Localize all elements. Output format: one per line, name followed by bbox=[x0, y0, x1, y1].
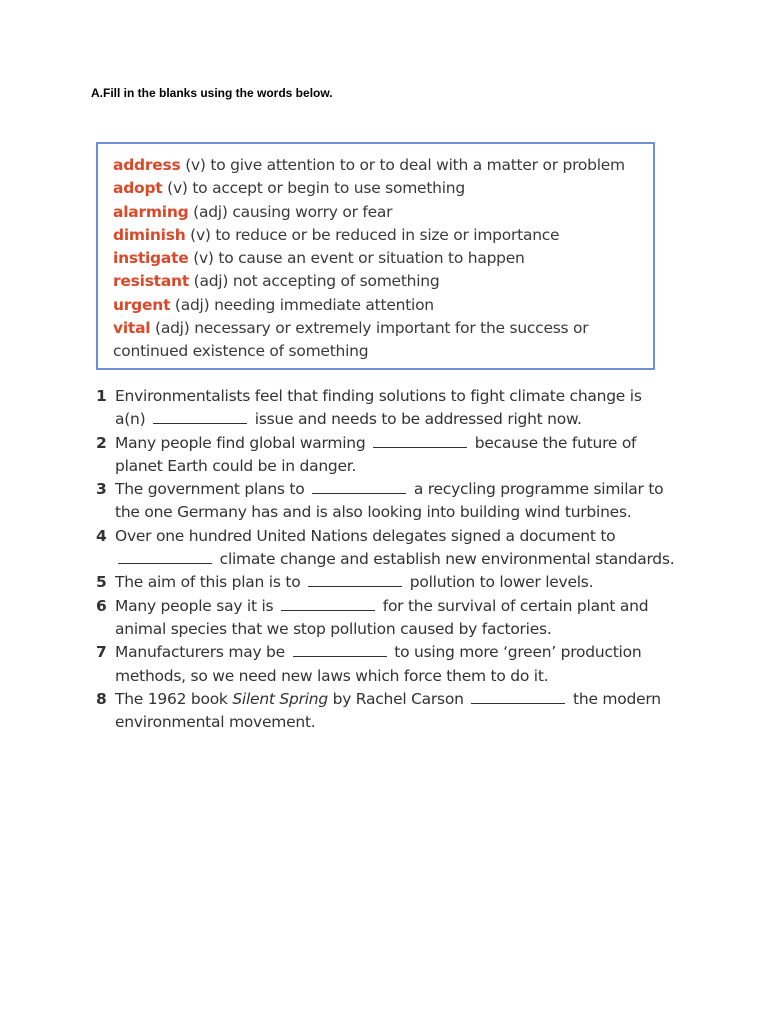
vocab-entry-alarming bbox=[113, 201, 653, 224]
question-text: Many people find global warming bbox=[115, 433, 371, 452]
question-item bbox=[96, 385, 660, 432]
question-text: the modern environmental movement. bbox=[115, 689, 661, 732]
answer-blank[interactable] bbox=[312, 480, 406, 494]
vocab-entry-diminish bbox=[113, 224, 653, 247]
answer-blank[interactable] bbox=[281, 597, 375, 611]
vocab-word: resistant bbox=[113, 272, 189, 291]
answer-blank[interactable] bbox=[118, 550, 212, 564]
question-text: to using more ‘green’ production methods, so we need new laws which force them to do it. bbox=[115, 643, 642, 685]
vocab-entry-address bbox=[113, 154, 653, 177]
question-list bbox=[96, 385, 696, 734]
answer-blank[interactable] bbox=[471, 690, 565, 704]
question-number: 4 bbox=[96, 526, 107, 545]
question-text: pollution to lower levels. bbox=[405, 573, 594, 592]
vocab-word: adopt bbox=[113, 179, 163, 198]
question-item bbox=[96, 432, 660, 479]
vocab-definition: (adj) causing worry or fear bbox=[188, 202, 393, 221]
question-number: 2 bbox=[96, 433, 107, 452]
question-item bbox=[96, 525, 675, 572]
vocab-word: instigate bbox=[113, 249, 189, 268]
vocab-definition: (adj) not accepting of something bbox=[188, 272, 440, 291]
vocab-definition: (v) to reduce or be reduced in size or importance bbox=[185, 225, 560, 244]
question-text: Manufacturers may be bbox=[115, 643, 290, 662]
question-number: 1 bbox=[96, 387, 107, 405]
vocab-definition: (adj) necessary or extremely important for the success or continued existence of something bbox=[113, 319, 589, 361]
question-text: because the future of planet Earth could be in danger. bbox=[115, 433, 637, 475]
question-number: 6 bbox=[96, 596, 107, 615]
question-text: a recycling programme similar to the one Germany has and is also looking into building wind turbines. bbox=[115, 480, 664, 522]
question-text: by Rachel Carson bbox=[327, 689, 469, 708]
vocab-entry-instigate bbox=[113, 247, 653, 270]
question-text: The government plans to bbox=[115, 480, 310, 499]
question-number: 3 bbox=[96, 480, 107, 499]
vocab-word: vital bbox=[113, 319, 151, 338]
question-text: Many people say it is bbox=[115, 596, 279, 615]
answer-blank[interactable] bbox=[153, 410, 247, 424]
instruction-heading: A.Fill in the blanks using the words below. bbox=[91, 86, 333, 100]
question-item bbox=[96, 688, 675, 735]
question-item bbox=[96, 478, 675, 525]
question-text: climate change and establish new environmental standards. bbox=[215, 550, 675, 569]
vocabulary-box bbox=[96, 142, 655, 370]
book-title: Silent Spring bbox=[232, 689, 328, 708]
question-item bbox=[96, 595, 660, 642]
answer-blank[interactable] bbox=[373, 434, 467, 448]
question-text: issue and needs to be addressed right now. bbox=[250, 410, 582, 429]
question-item bbox=[96, 641, 660, 688]
question-number: 5 bbox=[96, 573, 107, 592]
question-number: 7 bbox=[96, 643, 107, 662]
question-text: The 1962 book bbox=[115, 689, 233, 708]
vocab-word: address bbox=[113, 156, 181, 174]
answer-blank[interactable] bbox=[308, 573, 402, 587]
vocab-definition: (v) to give attention to or to deal with a matter or problem bbox=[180, 156, 625, 174]
question-text: Environmentalists feel that finding solutions to fight climate change is a(n) bbox=[115, 387, 642, 429]
question-item bbox=[96, 571, 675, 594]
vocab-entry-vital bbox=[113, 317, 648, 364]
vocab-word: diminish bbox=[113, 225, 186, 244]
question-text: Over one hundred United Nations delegates signed a document to bbox=[115, 526, 616, 545]
vocab-entry-adopt bbox=[113, 177, 653, 200]
vocab-entry-resistant bbox=[113, 270, 653, 293]
vocab-word: urgent bbox=[113, 295, 171, 314]
vocab-definition: (adj) needing immediate attention bbox=[170, 295, 434, 314]
vocab-definition: (v) to accept or begin to use something bbox=[162, 179, 465, 198]
vocab-entry-urgent bbox=[113, 294, 653, 317]
question-text: for the survival of certain plant and animal species that we stop pollution caused by factories. bbox=[115, 596, 649, 638]
question-text: The aim of this plan is to bbox=[115, 573, 306, 592]
question-number: 8 bbox=[96, 689, 107, 708]
vocab-word: alarming bbox=[113, 202, 189, 221]
vocab-definition: (v) to cause an event or situation to happen bbox=[188, 249, 525, 268]
answer-blank[interactable] bbox=[293, 643, 387, 657]
